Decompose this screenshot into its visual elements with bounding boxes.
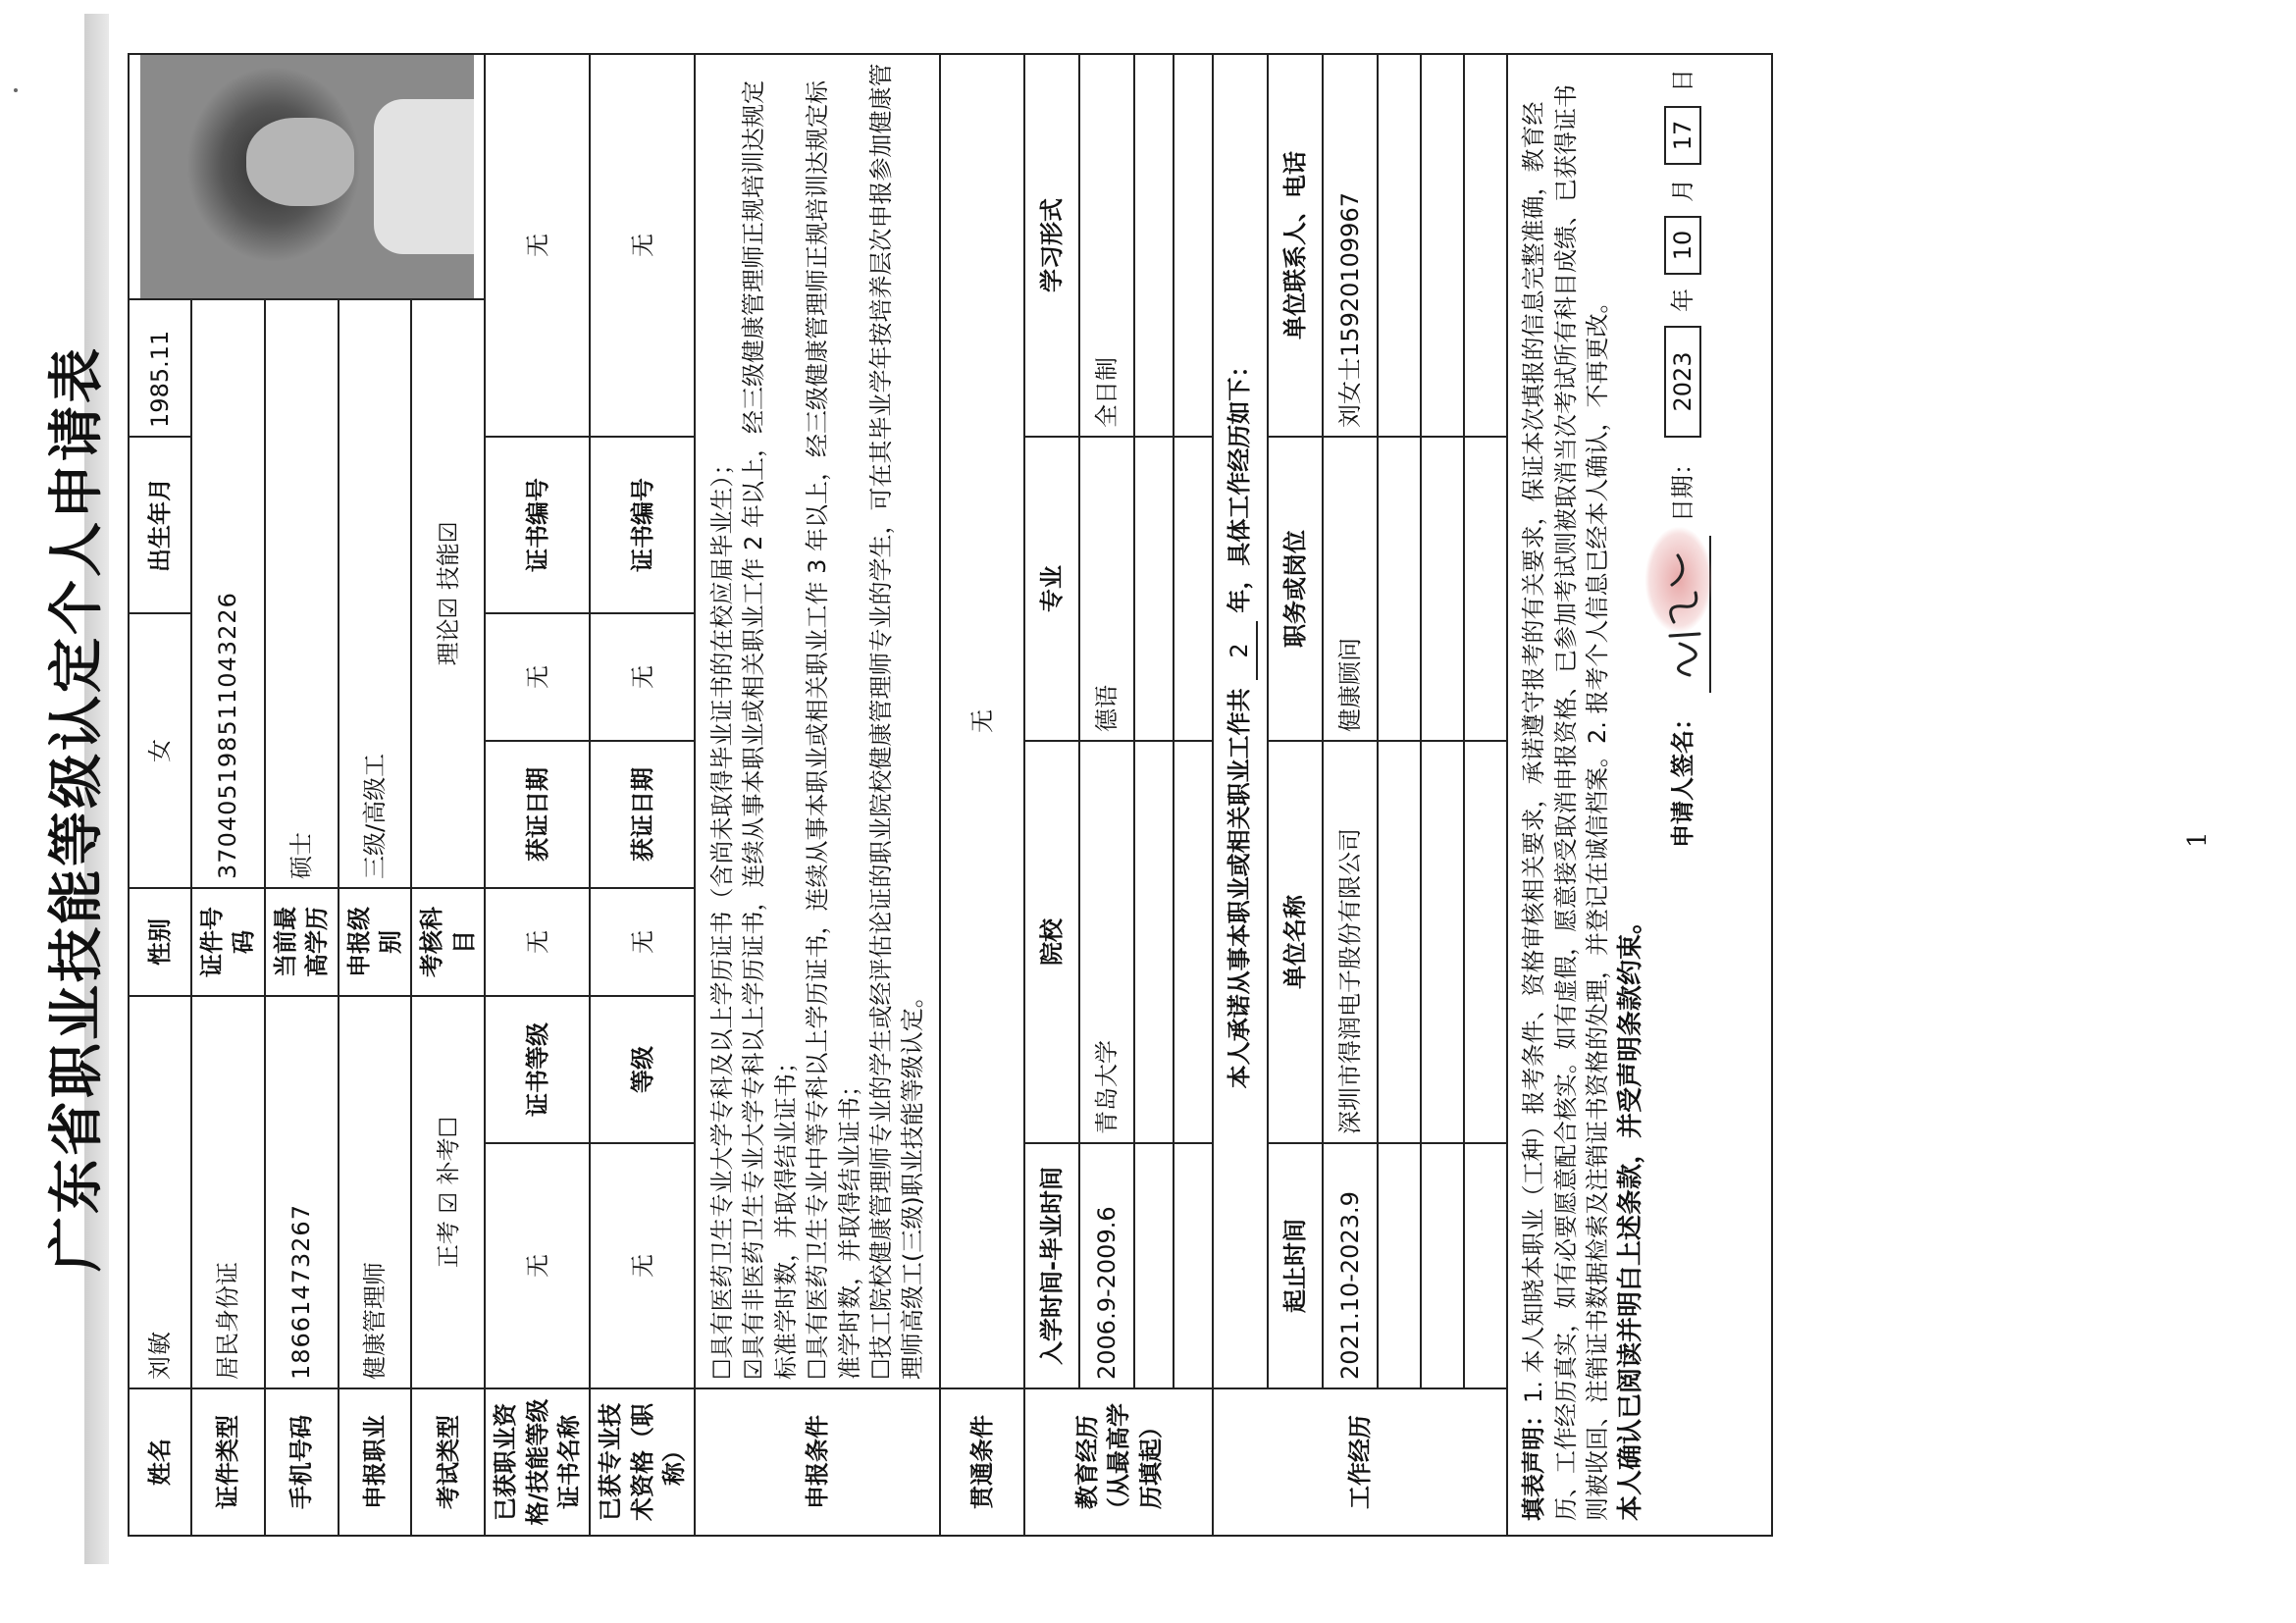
work-position-value: 健康顾问 [1323, 437, 1378, 741]
id-type-value: 居民身份证 [191, 996, 265, 1388]
page-title: 广东省职业技能等级认定个人申请表 [45, 345, 109, 1272]
level-value: 三级/高级工 [339, 299, 412, 888]
work-col-position: 职务或岗位 [1268, 437, 1323, 741]
cert-label: 已获职业资格/技能等级证书名称 [485, 1388, 590, 1536]
cert-name-value: 无 [485, 1143, 590, 1388]
date-year-unit: 年 [1668, 288, 1696, 312]
edu-school-value: 青岛大学 [1079, 741, 1134, 1143]
birth-value: 1985.11 [129, 299, 191, 437]
row-technical-title [590, 54, 695, 1536]
gender-value: 女 [129, 613, 191, 888]
photo-cell [129, 54, 485, 299]
phone-value: 18661473267 [265, 996, 339, 1388]
cert-level-value: 无 [485, 888, 590, 996]
work-contact-value: 刘女士15920109967 [1323, 54, 1378, 437]
scan-speck [14, 88, 18, 92]
gender-label: 性别 [129, 888, 191, 996]
birth-label: 出生年月 [129, 437, 191, 613]
tech-date-label: 获证日期 [590, 741, 695, 888]
edu-value: 硕士 [265, 299, 339, 888]
date-month-unit: 月 [1668, 178, 1696, 202]
work-col-contact: 单位联系人、电话 [1268, 54, 1323, 437]
condition-item: ☐技工院校健康管理师专业的学生或经评估论证的职业院校健康管理师专业的学生，可在其毕业学年按培养层次申报参加健康管理师高级工(三级)职业技能等级认定。 [867, 63, 927, 1380]
tech-name-value: 无 [590, 1143, 695, 1388]
id-type-label: 证件类型 [191, 1388, 265, 1536]
work-label: 工作经历 [1213, 1388, 1507, 1536]
date-day-box: 17 [1664, 106, 1701, 165]
declaration-confirm: 本人确认已阅读并明白上述条款，并受声明条款约束。 [1615, 908, 1645, 1521]
cert-level-label: 证书等级 [485, 996, 590, 1143]
work-promise: 本人承诺从事本职业或相关职业工作共 2 年，具体工作经历如下： [1213, 54, 1268, 1388]
signature-field [1654, 536, 1711, 693]
cert-date-label: 获证日期 [485, 741, 590, 888]
signature-row [1654, 69, 1711, 1521]
tech-no-label: 证书编号 [590, 437, 695, 613]
edu-label: 当前最高学历 [265, 888, 339, 996]
table-row-empty [1464, 54, 1507, 1536]
table-row [1079, 54, 1134, 1536]
date-month-box: 10 [1664, 216, 1701, 275]
cert-no-value: 无 [485, 54, 590, 437]
edu-major-value: 德语 [1079, 437, 1134, 741]
work-col-time: 起止时间 [1268, 1143, 1323, 1388]
date-year-box: 2023 [1664, 326, 1701, 438]
table-row-empty [1174, 54, 1213, 1536]
edu-col-mode: 学习形式 [1024, 54, 1079, 437]
row-certificate [485, 54, 590, 1536]
page-number: 1 [2183, 831, 2213, 848]
declaration-text: 填表声明：1. 本人知晓本职业（工种）报考条件、资格审核相关要求，承诺遵守报考的有关要求，保证本次填报的信息完整准确，教育经历、工作经历真实，如有必要愿意配合核实。如有虚假，愿意接受取消申报资格、已参加考试则被取消当次考试所有科目成绩、已获得证书则被收回、注销证书数据检索及注销证书资格的处理，并登记在诚信档案。2. 报考个人信息已经本人确认，不再更改。 [1520, 84, 1612, 1521]
table-row-empty [1421, 54, 1464, 1536]
conditions-label: 申报条件 [695, 1388, 940, 1536]
condition-item: ☐具有医药卫生专业大学专科及以上学历证书（含尚未取得毕业证书的在校应届毕业生）； [708, 451, 737, 1380]
cert-date-value: 无 [485, 613, 590, 741]
through-value: 无 [940, 54, 1024, 1388]
exam-subject-value: 理论☑ 技能☑ [411, 299, 485, 888]
tech-date-value: 无 [590, 613, 695, 741]
work-years-value: 2 [1224, 621, 1257, 680]
row-work-promise [1213, 54, 1268, 1536]
level-label: 申报级别 [339, 888, 412, 996]
exam-subject-label: 考核科目 [411, 888, 485, 996]
row-conditions [695, 54, 940, 1536]
row-name [129, 54, 191, 1536]
edu-col-school: 院校 [1024, 741, 1079, 1143]
table-row-empty [1378, 54, 1421, 1536]
date-day-unit: 日 [1668, 68, 1696, 92]
row-through [940, 54, 1024, 1536]
tech-level-value: 无 [590, 888, 695, 996]
photo-face-shape [246, 118, 354, 206]
row-declaration [1507, 54, 1772, 1536]
tech-label: 已获专业技术资格（职称） [590, 1388, 695, 1536]
condition-item: ☑具有非医药卫生专业大学专科以上学历证书，连续从事本职业或相关职业工作 2 年以上，经三级健康管理师正规培训达规定标准学时数，并取得结业证书； [740, 79, 800, 1380]
application-form [128, 53, 1773, 1537]
table-row-empty [1134, 54, 1174, 1536]
conditions-list [695, 54, 940, 1388]
through-label: 贯通条件 [940, 1388, 1024, 1536]
id-no-value: 370405198511043226 [191, 299, 265, 888]
occupation-value: 健康管理师 [339, 996, 412, 1388]
tech-no-value: 无 [590, 54, 695, 437]
applicant-photo [140, 55, 474, 298]
name-label: 姓名 [129, 1388, 191, 1536]
exam-type-label: 考试类型 [411, 1388, 485, 1536]
exam-type-value: 正考 ☑ 补考☐ [411, 996, 485, 1388]
declaration-heading: 填表声明： [1520, 1403, 1548, 1521]
edu-mode-value: 全日制 [1079, 54, 1134, 437]
work-company-value: 深圳市得润电子股份有限公司 [1323, 741, 1378, 1143]
row-education-header [1024, 54, 1079, 1536]
table-row [1323, 54, 1378, 1536]
name-value: 刘敏 [129, 996, 191, 1388]
condition-item: ☐具有医药卫生专业中等专科以上学历证书，连续从事本职业或相关职业工作 3 年以上，经三级健康管理师正规培训达规定标准学时数，并取得结业证书； [804, 79, 863, 1380]
work-time-value: 2021.10-2023.9 [1323, 1143, 1378, 1388]
date-label: 日期： [1668, 450, 1696, 522]
cert-no-label: 证书编号 [485, 437, 590, 613]
phone-label: 手机号码 [265, 1388, 339, 1536]
photo-body-shape [374, 99, 474, 255]
occupation-label: 申报职业 [339, 1388, 412, 1536]
signature-label: 申请人签名： [1668, 706, 1696, 848]
declaration-block [1507, 54, 1772, 1536]
id-no-label: 证件号码 [191, 888, 265, 996]
edu-col-major: 专业 [1024, 437, 1079, 741]
handwritten-signature [1660, 546, 1705, 683]
education-label: 教育经历（从最高学历填起） [1024, 1388, 1213, 1536]
work-col-company: 单位名称 [1268, 741, 1323, 1143]
edu-time-value: 2006.9-2009.6 [1079, 1143, 1134, 1388]
edu-col-time: 入学时间-毕业时间 [1024, 1143, 1079, 1388]
tech-level-label: 等级 [590, 996, 695, 1143]
row-work-header [1268, 54, 1323, 1536]
